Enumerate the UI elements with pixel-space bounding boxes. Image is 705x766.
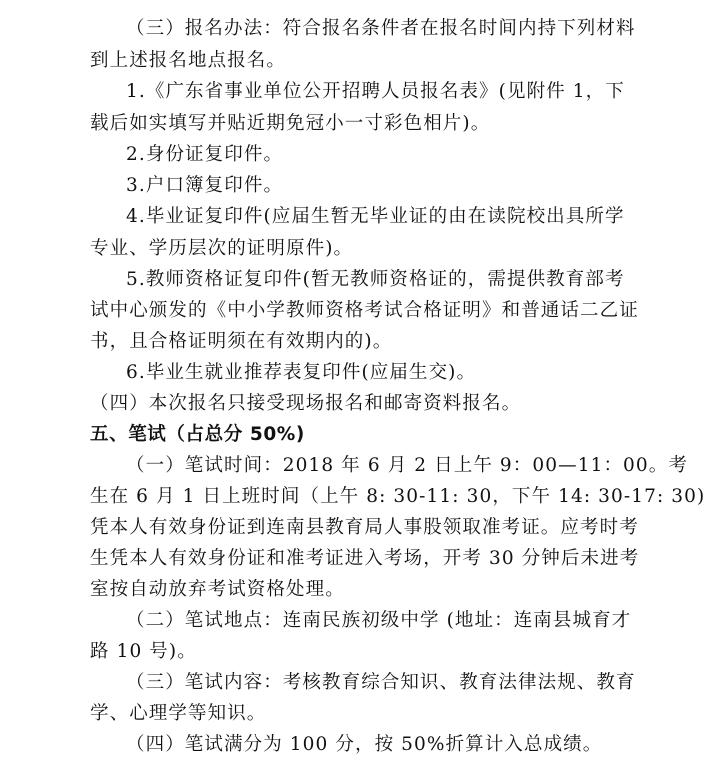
item-4-line-1: 4.毕业证复印件(应届生暂无毕业证的由在读院校出具所学	[126, 206, 625, 227]
exam-score-line: （四）笔试满分为 100 分，按 50%折算计入总成绩。	[126, 734, 603, 755]
item-5-line-2: 试中心颁发的《中小学教师资格考试合格证明》和普通话二乙证	[90, 300, 639, 321]
registration-method-line-1: （三）报名办法：符合报名条件者在报名时间内持下列材料	[126, 18, 636, 39]
exam-content-line-2: 学、心理学等知识。	[90, 703, 267, 724]
exam-time-line-2: 生在 6 月 1 日上班时间（上午 8: 30-11: 30，下午 14: 30-17: 30)	[90, 486, 705, 507]
exam-location-line-2: 路 10 号)。	[90, 641, 197, 662]
item-5-line-1: 5.教师资格证复印件(暂无教师资格证的，需提供教育部考	[126, 269, 625, 290]
section-heading-written-exam: 五、笔试（占总分 50%)	[90, 424, 305, 445]
item-4-line-2: 专业、学历层次的证明原件)。	[90, 238, 354, 259]
item-2: 2.身份证复印件。	[126, 144, 284, 165]
item-5-line-3: 书，且合格证明须在有效期内的)。	[90, 331, 393, 352]
exam-content-line-1: （三）笔试内容：考核教育综合知识、教育法律法规、教育	[126, 672, 636, 693]
registration-method-line-2: 到上述报名地点报名。	[90, 50, 287, 71]
item-1-line-2: 载后如实填写并贴近期免冠小一寸彩色相片)。	[90, 113, 491, 134]
exam-time-line-5: 室按自动放弃考试资格处理。	[90, 579, 345, 600]
item-6: 6.毕业生就业推荐表复印件(应届生交)。	[126, 362, 477, 383]
exam-time-line-1: （一）笔试时间：2018 年 6 月 2 日上午 9：00—11：00。考	[126, 455, 688, 476]
item-1-line-1: 1.《广东省事业单位公开招聘人员报名表》(见附件 1，下	[126, 81, 625, 102]
registration-note: （四）本次报名只接受现场报名和邮寄资料报名。	[90, 393, 522, 414]
exam-time-line-4: 生凭本人有效身份证和准考证进入考场，开考 30 分钟后未进考	[90, 548, 640, 569]
item-3: 3.户口簿复印件。	[126, 175, 284, 196]
exam-time-line-3: 凭本人有效身份证到连南县教育局人事股领取准考证。应考时考	[90, 517, 639, 538]
exam-location-line-1: （二）笔试地点：连南民族初级中学 (地址：连南县城育才	[126, 610, 632, 631]
